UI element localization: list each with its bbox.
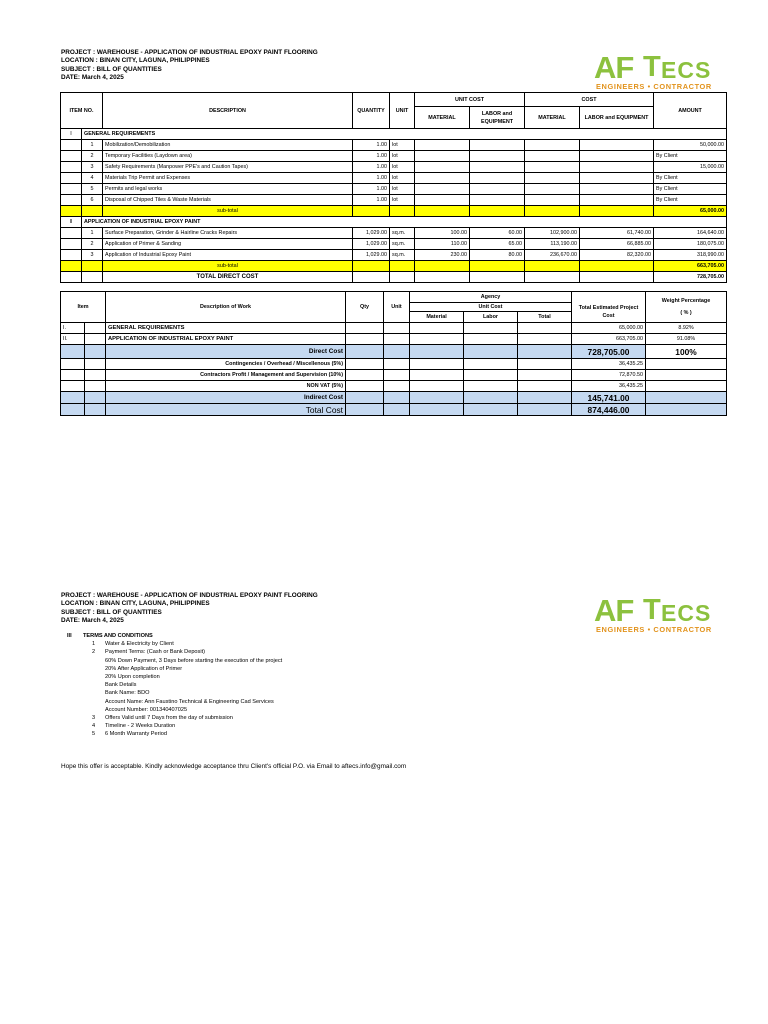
col-item-no: ITEM NO. [61,93,103,129]
col-unit: UNIT [390,93,415,129]
date-line: DATE: March 4, 2025 [61,74,124,82]
blank-cell [85,392,106,404]
pct-label: ( % ) [680,310,692,316]
blank-cell [85,359,106,370]
terms-line-text: 20% After Application of Primer [105,665,183,672]
blank-cell [61,162,82,173]
cost-material [525,173,580,184]
total-cost-row [61,404,727,416]
terms-line-number: 5 [92,731,96,738]
blank-cell [346,323,384,334]
summary-description: APPLICATION OF INDUSTRIAL EPOXY PAINT [106,334,346,345]
blank-cell [61,392,85,404]
blank-cell [61,206,82,217]
unit-cost-labor: 65.00 [470,239,525,250]
summary-description: GENERAL REQUIREMENTS [106,323,346,334]
item-number: 5 [82,184,103,195]
blank-cell [61,140,82,151]
blank-cell [410,404,464,416]
cost-labor [580,184,654,195]
summary-header-row-1 [61,292,727,303]
cost-labor: 66,885.00 [580,239,654,250]
indirect-item-value: 36,435.25 [572,381,646,392]
blank-cell [646,370,727,381]
blank-cell [646,381,727,392]
item-amount: 318,990.00 [654,250,727,261]
terms-line-number: 3 [92,714,96,721]
unit-cost-material [415,140,470,151]
cost-material: 113,190.00 [525,239,580,250]
item-amount: 15,000.00 [654,162,727,173]
summary-cost: 663,705.00 [572,334,646,345]
unit-cost-labor [470,162,525,173]
blank-cell [464,359,518,370]
item-quantity: 1.00 [353,140,390,151]
sum-col-total-estimated: Total Estimated Project Cost [572,303,646,323]
sum-col-blank [572,292,646,303]
logo-t: T [643,51,661,83]
section-heading-row [61,217,727,228]
item-description: Application of Industrial Epoxy Paint [103,250,353,261]
sum-col-unit-cost: Unit Cost [410,303,572,312]
blank-cell [61,261,82,272]
subtotal-row [61,261,727,272]
item-amount: 50,000.00 [654,140,727,151]
closing-note: Hope this offer is acceptable. Kindly acknowledge acceptance thru Client's official P.O. via Email to aftecs.info@gmail.com [61,763,407,770]
blank-cell [61,184,82,195]
sum-col-item: Item [61,292,106,323]
unit-cost-material [415,195,470,206]
cost-material: 102,900.00 [525,228,580,239]
unit-cost-labor [470,184,525,195]
terms-line-text: 20% Upon completion [105,673,160,680]
col-uc-material: MATERIAL [415,107,470,129]
blank-cell [346,334,384,345]
boq-item-row [61,250,727,261]
total-cost-label: Total Cost [106,404,346,416]
item-amount: 164,640.00 [654,228,727,239]
terms-line-text: Bank Details [105,682,137,689]
blank-cell [82,206,103,217]
cost-material [525,195,580,206]
blank-cell [384,381,410,392]
terms-line-text: Water & Electricity by Client [105,641,174,648]
item-description: Materials Trip Permit and Expenses [103,173,353,184]
indirect-item-row [61,381,727,392]
blank-cell [464,323,518,334]
boq-item-row [61,228,727,239]
terms-line-number: 4 [92,723,96,730]
unit-cost-material: 100.00 [415,228,470,239]
blank-cell [390,272,415,283]
logo-af: AF [594,593,634,628]
blank-cell [353,206,390,217]
company-logo [594,52,726,92]
item-description: Safety Requirements (Manpower PPE's and Caution Tapes) [103,162,353,173]
blank-cell [415,261,470,272]
blank-cell [61,359,85,370]
blank-cell [464,404,518,416]
blank-cell [85,334,106,345]
item-unit: lot [390,140,415,151]
cost-material [525,151,580,162]
sum-col-weight [646,292,727,323]
logo-tagline: ENGINEERS • CONTRACTOR [596,625,712,634]
blank-cell [580,261,654,272]
blank-cell [464,345,518,359]
indirect-cost-value: 145,741.00 [572,392,646,404]
sum-col-labor: Labor [464,312,518,323]
direct-cost-label: Direct Cost [106,345,346,359]
item-description: Mobilization/Demobilization [103,140,353,151]
terms-line-text: Bank Name: BDO [105,690,150,697]
indirect-item-value: 36,435.25 [572,359,646,370]
blank-cell [85,381,106,392]
blank-cell [470,206,525,217]
blank-cell [410,334,464,345]
item-description: Surface Preparation, Grinder & Hairline Cracks Repairs [103,228,353,239]
blank-cell [518,392,572,404]
item-quantity: 1.00 [353,184,390,195]
blank-cell [525,206,580,217]
blank-cell [518,370,572,381]
cost-labor [580,173,654,184]
blank-cell [346,345,384,359]
blank-cell [464,381,518,392]
indirect-item-row [61,370,727,381]
blank-cell [464,334,518,345]
item-number: 1 [82,140,103,151]
unit-cost-labor [470,173,525,184]
terms-line-text: Offers Valid until 7 Days from the day of submission [105,714,233,721]
item-unit: lot [390,184,415,195]
blank-cell [384,392,410,404]
blank-cell [61,239,82,250]
blank-cell [410,392,464,404]
blank-cell [518,359,572,370]
direct-cost-value: 728,705.00 [572,345,646,359]
item-unit: lot [390,151,415,162]
blank-cell [61,381,85,392]
item-amount: By Client [654,173,727,184]
subtotal-amount: 663,705.00 [654,261,727,272]
boq-item-row [61,184,727,195]
indirect-item-row [61,359,727,370]
logo-ecs: ECS [661,600,712,626]
cost-material [525,140,580,151]
blank-cell [390,261,415,272]
section-title: APPLICATION OF INDUSTRIAL EPOXY PAINT [82,217,727,228]
section-number: I [61,129,82,140]
boq-item-row [61,195,727,206]
indirect-cost-row [61,392,727,404]
unit-cost-labor: 60.00 [470,228,525,239]
item-quantity: 1,029.00 [353,228,390,239]
cost-material [525,184,580,195]
blank-cell [85,323,106,334]
cost-labor [580,195,654,206]
location-line: LOCATION : BINAN CITY, LAGUNA, PHILIPPINES [61,600,210,608]
col-c-material: MATERIAL [525,107,580,129]
logo-t: T [643,594,661,626]
terms-line-number: 2 [92,649,96,656]
cost-labor: 82,320.00 [580,250,654,261]
blank-cell [518,381,572,392]
subtotal-label: sub-total [103,206,353,217]
boq-item-row [61,239,727,250]
item-description: Application of Primer & Sanding [103,239,353,250]
indirect-item-label: NON VAT (5%) [106,381,346,392]
item-quantity: 1.00 [353,151,390,162]
summary-row [61,323,727,334]
item-amount: By Client [654,195,727,206]
blank-cell [384,359,410,370]
sum-col-unit: Unit [384,292,410,323]
indirect-item-value: 72,870.50 [572,370,646,381]
subtotal-label: sub-total [103,261,353,272]
terms-line-text: Account Name: Ann Faustino Technical & Engineering Cad Services [105,698,274,705]
item-unit: lot [390,162,415,173]
sum-col-description: Description of Work [106,292,346,323]
total-direct-amount: 728,705.00 [654,272,727,283]
terms-line-number: 1 [92,641,96,648]
item-number: 2 [82,151,103,162]
blank-cell [384,345,410,359]
unit-cost-material: 230.00 [415,250,470,261]
summary-percentage: 8.92% [646,323,727,334]
item-quantity: 1.00 [353,162,390,173]
col-c-labor: LABOR and EQUIPMENT [580,107,654,129]
item-description: Temporary Facilities (Laydown area) [103,151,353,162]
indirect-item-label: Contractors Profit / Management and Supervision (10%) [106,370,346,381]
blank-cell [384,334,410,345]
indirect-item-label: Contingencies / Overhead / Miscellenous (5%) [106,359,346,370]
blank-cell [580,272,654,283]
subtotal-amount: 65,000.00 [654,206,727,217]
unit-cost-material [415,173,470,184]
terms-line-text: Timeline - 2 Weeks Duration [105,723,176,730]
blank-cell [470,261,525,272]
summary-percentage: 91.08% [646,334,727,345]
blank-cell [61,151,82,162]
unit-cost-material [415,162,470,173]
item-quantity: 1,029.00 [353,239,390,250]
item-unit: sq.m. [390,228,415,239]
blank-cell [61,173,82,184]
weight-label: Weight Percentage [661,298,711,304]
cost-labor [580,140,654,151]
item-number: 3 [82,162,103,173]
sum-col-total: Total [518,312,572,323]
direct-cost-percentage: 100% [646,345,727,359]
blank-cell [61,370,85,381]
blank-cell [525,272,580,283]
boq-item-row [61,162,727,173]
item-number: 6 [82,195,103,206]
subject-line: SUBJECT : BILL OF QUANTITIES [61,608,162,616]
blank-cell [470,272,525,283]
total-cost-value: 874,446.00 [572,404,646,416]
terms-line-text: Account Number: 001340407025 [105,706,188,713]
item-amount: 180,075.00 [654,239,727,250]
blank-cell [61,272,82,283]
blank-cell [580,206,654,217]
blank-cell [525,261,580,272]
item-number: 3 [82,250,103,261]
blank-cell [85,370,106,381]
blank-cell [518,404,572,416]
blank-cell [61,250,82,261]
item-description: Disposal of Chipped Tiles & Waste Materials [103,195,353,206]
section-number: II [61,217,82,228]
unit-cost-labor [470,140,525,151]
blank-cell [518,323,572,334]
total-direct-cost-row [61,272,727,283]
document-header [61,49,318,83]
unit-cost-material [415,184,470,195]
sum-col-agency: Agency [410,292,572,303]
unit-cost-labor [470,151,525,162]
subtotal-row [61,206,727,217]
logo-ecs: ECS [661,57,712,83]
cost-material: 236,670.00 [525,250,580,261]
blank-cell [353,261,390,272]
cost-labor: 61,740.00 [580,228,654,239]
blank-cell [384,404,410,416]
bill-of-quantities-table [60,92,727,283]
document-header-page2 [61,592,318,626]
sum-col-qty: Qty [346,292,384,323]
item-unit: lot [390,195,415,206]
blank-cell [390,206,415,217]
col-description: DESCRIPTION [103,93,353,129]
col-quantity: QUANTITY [353,93,390,129]
boq-item-row [61,173,727,184]
col-cost: COST [525,93,654,107]
blank-cell [410,370,464,381]
item-quantity: 1,029.00 [353,250,390,261]
terms-title: TERMS AND CONDITIONS [83,633,153,639]
blank-cell [85,404,106,416]
location-line: LOCATION : BINAN CITY, LAGUNA, PHILIPPINES [61,57,210,65]
item-number: 4 [82,173,103,184]
blank-cell [646,404,727,416]
blank-cell [82,261,103,272]
cost-labor [580,151,654,162]
blank-cell [464,392,518,404]
blank-cell [518,345,572,359]
col-amount: AMOUNT [654,93,727,129]
boq-header-row-1 [61,93,727,107]
cost-material [525,162,580,173]
unit-cost-labor: 80.00 [470,250,525,261]
blank-cell [410,323,464,334]
summary-cost: 65,000.00 [572,323,646,334]
blank-cell [646,392,727,404]
blank-cell [410,345,464,359]
terms-line-text: Payment Terms: (Cash or Bank Deposit) [105,649,205,656]
section-heading-row [61,129,727,140]
blank-cell [646,359,727,370]
item-quantity: 1.00 [353,173,390,184]
col-uc-labor: LABOR and EQUIPMENT [470,107,525,129]
blank-cell [85,345,106,359]
blank-cell [61,345,85,359]
blank-cell [346,359,384,370]
total-direct-label: TOTAL DIRECT COST [103,272,353,283]
sum-col-material: Material [410,312,464,323]
item-amount: By Client [654,151,727,162]
item-number: 2 [82,239,103,250]
col-unit-cost: UNIT COST [415,93,525,107]
subject-line: SUBJECT : BILL OF QUANTITIES [61,65,162,73]
terms-section-number: III [67,633,72,639]
boq-item-row [61,140,727,151]
blank-cell [353,272,390,283]
blank-cell [518,334,572,345]
indirect-cost-label: Indirect Cost [106,392,346,404]
logo-tagline: ENGINEERS • CONTRACTOR [596,82,712,91]
unit-cost-material: 110.00 [415,239,470,250]
blank-cell [61,404,85,416]
summary-item: I. [61,323,85,334]
summary-row [61,334,727,345]
item-quantity: 1.00 [353,195,390,206]
terms-line-text: 60% Down Payment, 3 Days before starting the execution of the project [105,657,283,664]
blank-cell [415,206,470,217]
item-unit: lot [390,173,415,184]
item-number: 1 [82,228,103,239]
project-line: PROJECT : WAREHOUSE - APPLICATION OF INDUSTRIAL EPOXY PAINT FLOORING [61,592,318,599]
blank-cell [61,228,82,239]
blank-cell [61,195,82,206]
logo-af: AF [594,50,634,85]
blank-cell [464,370,518,381]
blank-cell [346,404,384,416]
blank-cell [384,323,410,334]
item-amount: By Client [654,184,727,195]
project-line: PROJECT : WAREHOUSE - APPLICATION OF INDUSTRIAL EPOXY PAINT FLOORING [61,49,318,56]
item-description: Permits and legal works [103,184,353,195]
cost-summary-table [60,291,727,416]
blank-cell [346,392,384,404]
blank-cell [384,370,410,381]
direct-cost-row [61,345,727,359]
section-title: GENERAL REQUIREMENTS [82,129,727,140]
boq-item-row [61,151,727,162]
blank-cell [410,381,464,392]
blank-cell [410,359,464,370]
blank-cell [82,272,103,283]
cost-labor [580,162,654,173]
unit-cost-material [415,151,470,162]
company-logo [594,595,726,635]
blank-cell [346,381,384,392]
blank-cell [346,370,384,381]
blank-cell [415,272,470,283]
item-unit: sq.m. [390,250,415,261]
terms-line-text: 6 Month Warranty Period [105,731,167,738]
unit-cost-labor [470,195,525,206]
summary-item: II. [61,334,85,345]
item-unit: sq.m. [390,239,415,250]
date-line: DATE: March 4, 2025 [61,617,124,625]
